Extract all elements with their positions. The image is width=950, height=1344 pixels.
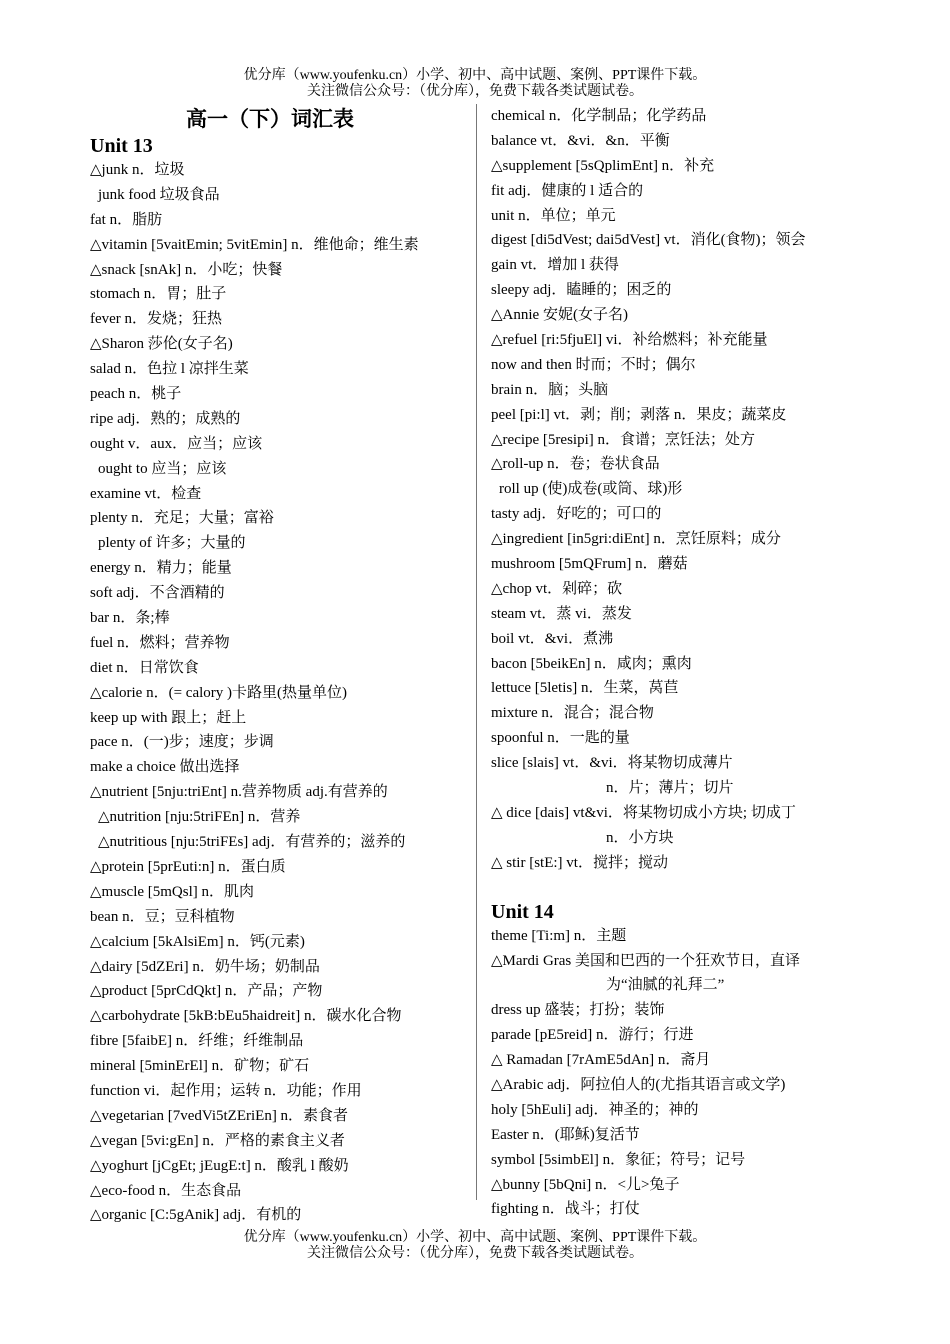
section-gap xyxy=(491,876,891,900)
vocab-entry: holy [5hEuli] adj．神圣的；神的 xyxy=(491,1101,699,1118)
vocab-entry: n．小方块 xyxy=(606,829,674,846)
vocab-entry: △nutritious [nju:5triFEs] adj．有营养的；滋养的 xyxy=(98,834,406,851)
vocab-entry: Easter n．(耶稣)复活节 xyxy=(491,1126,640,1143)
vocab-entry: keep up with 跟上；赶上 xyxy=(90,709,247,726)
vocab-entry: △Annie 安妮(女子名) xyxy=(491,307,628,324)
vocab-entry: symbol [5simbEl] n．象征；符号；记号 xyxy=(491,1151,746,1168)
vocab-entry: soft adj．不含酒精的 xyxy=(90,585,225,602)
vocab-entry: junk food 垃圾食品 xyxy=(98,186,220,203)
footer-line-2: 关注微信公众号：（优分库），免费下载各类试题试卷。 xyxy=(307,1246,643,1261)
vocab-entry: make a choice 做出选择 xyxy=(90,759,240,776)
vocab-entry: △ingredient [in5gri:diEnt] n．烹饪原料；成分 xyxy=(491,531,781,548)
vocab-entry: △ stir [stE:] vt．搅拌；搅动 xyxy=(491,854,668,871)
vocab-entry: △supplement [5sQplimEnt] n．补充 xyxy=(491,157,715,174)
vocab-entry: △nutrient [5nju:triEnt] n.营养物质 adj.有营养的 xyxy=(90,784,388,801)
unit-heading: Unit 13 xyxy=(90,135,153,157)
vocab-entry: steam vt．蒸 vi．蒸发 xyxy=(491,605,632,622)
header-line-2: 关注微信公众号：（优分库），免费下载各类试题试卷。 xyxy=(307,84,643,99)
vocab-entry: △snack [snAk] n．小吃；快餐 xyxy=(90,261,283,278)
vocab-entry: △vegan [5vi:gEn] n．严格的素食主义者 xyxy=(90,1132,345,1149)
vocab-entry: bacon [5beikEn] n．咸肉；熏肉 xyxy=(491,655,692,672)
vocab-entry: stomach n．胃；肚子 xyxy=(90,286,227,303)
vocab-entry: plenty of 许多；大量的 xyxy=(98,535,246,552)
vocab-entry: function vi．起作用；运转 n．功能；作用 xyxy=(90,1082,362,1099)
vocab-entry: △junk n．垃圾 xyxy=(90,162,185,178)
vocab-entry: △roll-up n．卷；卷状食品 xyxy=(491,456,660,473)
header-line-1: 优分库（www.youfenku.cn）小学、初中、高中试题、案例、PPT课件下载。 xyxy=(243,68,707,83)
left-column xyxy=(90,104,470,1228)
vocab-list xyxy=(491,104,891,876)
vocab-entry: mixture n．混合；混合物 xyxy=(491,705,654,722)
vocab-entry: △vegetarian [7vedVi5tZEriEn] n．素食者 xyxy=(90,1107,349,1124)
vocab-entry: bar n．条;棒 xyxy=(90,610,170,627)
vocab-entry: △product [5prCdQkt] n．产品；产物 xyxy=(90,983,323,1000)
vocab-entry: mushroom [5mQFrum] n．蘑菇 xyxy=(491,556,688,573)
vocab-entry: △organic [C:5gAnik] adj．有机的 xyxy=(90,1207,302,1224)
vocab-entry: fighting n．战斗；打仗 xyxy=(491,1201,640,1218)
vocab-entry: △nutrition [nju:5triFEn] n．营养 xyxy=(98,809,301,826)
vocab-entry: examine vt．检查 xyxy=(90,485,202,502)
vocab-entry: tasty adj．好吃的；可口的 xyxy=(491,506,662,523)
vocab-entry: energy n．精力；能量 xyxy=(90,560,232,577)
vocab-entry: △eco-food n．生态食品 xyxy=(90,1182,242,1199)
vocab-entry: roll up (使)成卷(或筒、球)形 xyxy=(499,481,683,498)
vocab-entry: fuel n．燃料；营养物 xyxy=(90,634,230,651)
vocab-entry: △muscle [5mQsl] n．肌肉 xyxy=(90,883,255,900)
vocab-entry: digest [di5dVest; dai5dVest] vt．消化(食物)；领会 xyxy=(491,232,806,249)
vocab-entry: △vitamin [5vaitEmin; 5vitEmin] n．维他命；维生素 xyxy=(90,236,419,253)
vocab-entry: △yoghurt [jCgEt; jEugE:t] n．酸乳 l 酸奶 xyxy=(90,1157,349,1174)
right-column xyxy=(491,104,891,1222)
vocab-entry: parade [pE5reid] n．游行；行进 xyxy=(491,1027,694,1044)
vocab-entry: lettuce [5letis] n．生菜，莴苣 xyxy=(491,680,679,697)
unit-heading: Unit 14 xyxy=(491,900,554,923)
page-title: 高一（下）词汇表 xyxy=(186,107,354,131)
vocab-entry: ought to 应当；应该 xyxy=(98,460,227,477)
vocab-entry: gain vt．增加 l 获得 xyxy=(491,257,619,274)
page-footer xyxy=(0,1230,950,1262)
vocab-entry: boil vt．&vi．煮沸 xyxy=(491,630,614,647)
vocab-entry: fever n．发烧；狂热 xyxy=(90,311,223,328)
footer-line-1: 优分库（www.youfenku.cn）小学、初中、高中试题、案例、PPT课件下载。 xyxy=(243,1230,707,1245)
vocab-entry: n．片；薄片；切片 xyxy=(606,780,734,797)
vocab-entry: mineral [5minErEl] n．矿物；矿石 xyxy=(90,1058,310,1075)
vocab-list xyxy=(491,924,891,1223)
vocab-entry: ripe adj．熟的；成熟的 xyxy=(90,410,241,427)
vocab-entry: △bunny [5bQni] n．<儿>兔子 xyxy=(491,1176,680,1193)
vocab-entry: peach n．桃子 xyxy=(90,386,182,403)
vocab-entry: fit adj．健康的 l 适合的 xyxy=(491,182,644,199)
vocab-entry: peel [pi:l] vt．剥；削；剥落 n．果皮；蔬菜皮 xyxy=(491,406,787,423)
vocab-list xyxy=(90,158,470,1228)
vocab-entry: △ Ramadan [7rAmE5dAn] n．斋月 xyxy=(491,1052,711,1069)
vocab-entry: 为“油腻的礼拜二” xyxy=(606,977,725,994)
vocab-entry: △protein [5prEuti:n] n．蛋白质 xyxy=(90,858,286,875)
vocab-entry: now and then 时而；不时；偶尔 xyxy=(491,356,696,373)
vocab-entry: pace n．(一)步；速度；步调 xyxy=(90,734,274,751)
vocab-entry: △ dice [dais] vt&vi．将某物切成小方块; 切成丁 xyxy=(491,804,796,821)
vocab-entry: △Arabic adj．阿拉伯人的(尤指其语言或文学) xyxy=(491,1076,786,1093)
vocab-entry: unit n．单位；单元 xyxy=(491,207,616,224)
vocab-entry: △Mardi Gras 美国和巴西的一个狂欢节日，直译 xyxy=(491,952,801,969)
vocab-entry: slice [slais] vt．&vi．将某物切成薄片 xyxy=(491,755,733,772)
vocab-entry: fat n．脂肪 xyxy=(90,211,163,228)
vocab-entry: spoonful n．一匙的量 xyxy=(491,730,630,747)
vocab-entry: ought v．aux．应当；应该 xyxy=(90,435,263,452)
vocab-entry: brain n．脑；头脑 xyxy=(491,381,609,398)
page-header xyxy=(0,68,950,100)
vocab-entry: △calorie n．(= calory )卡路里(热量单位) xyxy=(90,684,348,701)
vocab-entry: diet n．日常饮食 xyxy=(90,659,199,676)
vocab-entry: △calcium [5kAlsiEm] n．钙(元素) xyxy=(90,933,305,950)
vocab-entry: theme [Ti:m] n．主题 xyxy=(491,927,627,944)
vocab-entry: chemical n．化学制品；化学药品 xyxy=(491,108,707,124)
vocab-entry: bean n．豆；豆科植物 xyxy=(90,908,235,925)
column-divider xyxy=(476,104,477,1200)
vocab-entry: dress up 盛装；打扮；装饰 xyxy=(491,1002,665,1019)
vocab-entry: △refuel [ri:5fjuEl] vi．补给燃料；补充能量 xyxy=(491,332,768,349)
vocab-entry: △dairy [5dZEri] n．奶牛场；奶制品 xyxy=(90,958,320,975)
vocab-entry: salad n．色拉 l 凉拌生菜 xyxy=(90,361,249,378)
vocab-entry: △chop vt．剁碎；砍 xyxy=(491,580,623,597)
vocab-entry: △recipe [5resipi] n．食谱；烹饪法；处方 xyxy=(491,431,755,448)
vocab-entry: sleepy adj．瞌睡的；困乏的 xyxy=(491,282,672,299)
vocab-entry: △Sharon 莎伦(女子名) xyxy=(90,336,233,353)
vocab-entry: balance vt．&vi．&n．平衡 xyxy=(491,132,670,149)
vocab-entry: fibre [5faibE] n．纤维；纤维制品 xyxy=(90,1033,304,1050)
vocab-entry: plenty n．充足；大量；富裕 xyxy=(90,510,274,527)
vocab-entry: △carbohydrate [5kB:bEu5haidreit] n．碳水化合物 xyxy=(90,1008,402,1025)
